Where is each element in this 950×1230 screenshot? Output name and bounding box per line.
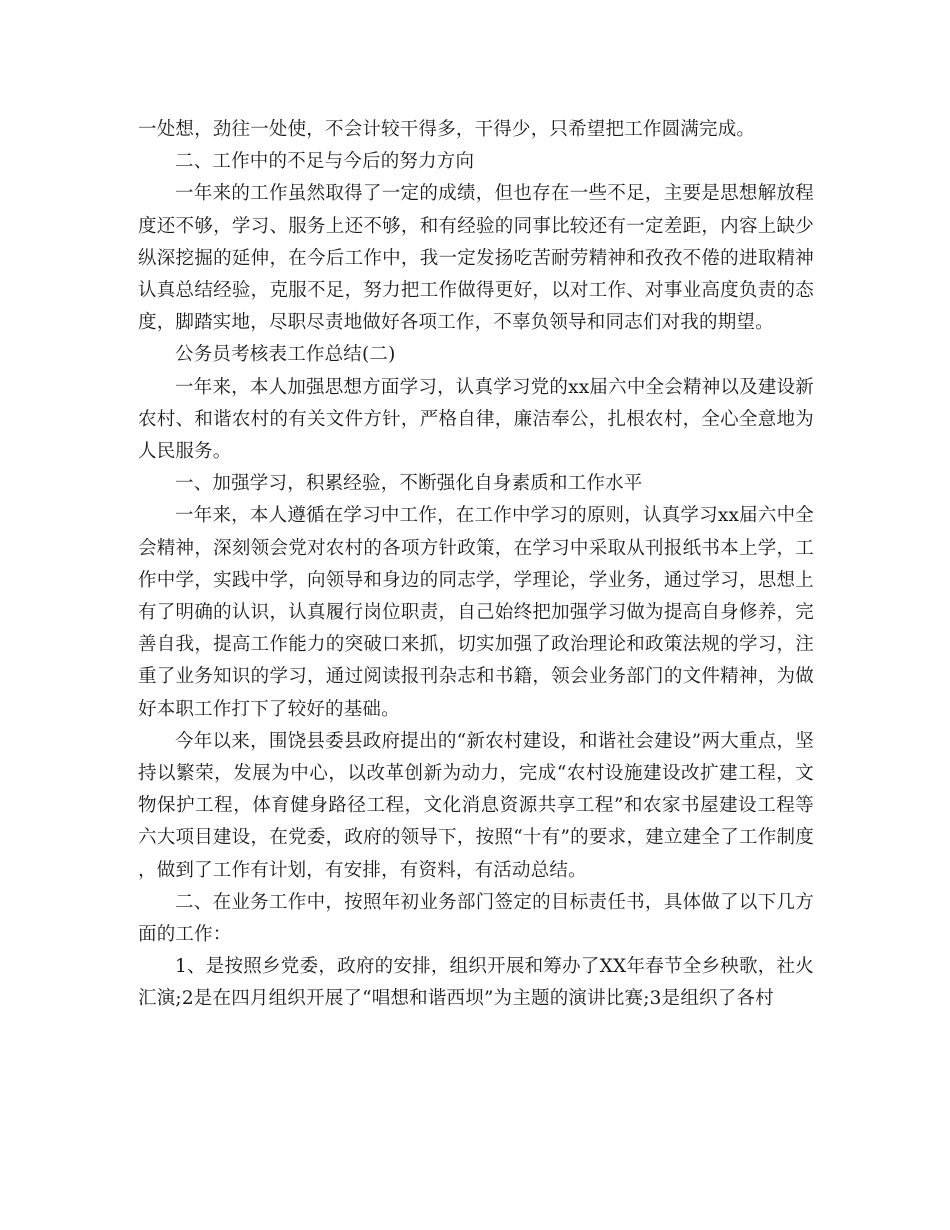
paragraph-shortcomings: 一年来的工作虽然取得了一定的成绩，但也存在一些不足，主要是思想解放程度还不够，学习、服务上还不够，和有经验的同事比较还有一定差距，内容上缺少纵深挖掘的延伸，在今后工作中，我一定发扬吃苦耐劳精神和孜孜不倦的进取精神认真总结经验，克服不足，努力把工作做得更好，以对工作、对事业高度负责的态度，脚踏实地，尽职尽责地做好各项工作，不辜负领导和同志们对我的期望。 [138, 183, 814, 334]
section-heading-shortcomings: 二、工作中的不足与今后的努力方向 [175, 151, 475, 173]
paragraph-intro-2: 一年来，本人加强思想方面学习，认真学习党的xx届六中全会精神以及建设新农村、和谐农村的有关文件方针，严格自律，廉洁奉公，扎根农村，全心全意地为人民服务。 [138, 376, 814, 463]
paragraph-business-items: 1、是按照乡党委，政府的安排，组织开展和筹办了XX年春节全乡秧歌，社火汇演;2是在四月组织开展了“唱想和谐西坝”为主题的演讲比赛;3是组织了各村 [138, 956, 814, 1010]
section-title-summary-2: 公务员考核表工作总结(二) [175, 344, 396, 366]
paragraph-this-year: 今年以来，围饶县委县政府提出的“新农村建设，和谐社会建设”两大重点，坚持以繁荣，发展为中心，以改革创新为动力，完成“农村设施建设改扩建工程，文物保护工程，体育健身路径工程，文化消息资源共享工程”和农家书屋建设工程等六大项目建设，在党委，政府的领导下，按照“十有”的要求，建立建全了工作制度，做到了工作有计划，有安排，有资料，有活动总结。 [138, 730, 814, 881]
paragraph-study: 一年来，本人遵循在学习中工作，在工作中学习的原则，认真学习xx届六中全会精神，深刻领会党对农村的各项方针政策，在学习中采取从刊报纸书本上学，工作中学，实践中学，向领导和身边的同志学，学理论，学业务，通过学习，思想上有了明确的认识，认真履行岗位职责，自己始终把加强学习做为提高自身修养，完善自我，提高工作能力的突破口来抓，切实加强了政治理论和政策法规的学习，注重了业务知识的学习，通过阅读报刊杂志和书籍，领会业务部门的文件精神，为做好本职工作打下了较好的基础。 [138, 505, 814, 720]
document-body [138, 114, 814, 1016]
paragraph-1: 一处想，劲往一处使，不会计较干得多，干得少，只希望把工作圆满完成。 [138, 119, 756, 140]
section-heading-business-work: 二、在业务工作中，按照年初业务部门签定的目标责任书，具体做了以下几方面的工作： [138, 891, 814, 946]
section-heading-study: 一、加强学习，积累经验，不断强化自身素质和工作水平 [175, 473, 643, 495]
